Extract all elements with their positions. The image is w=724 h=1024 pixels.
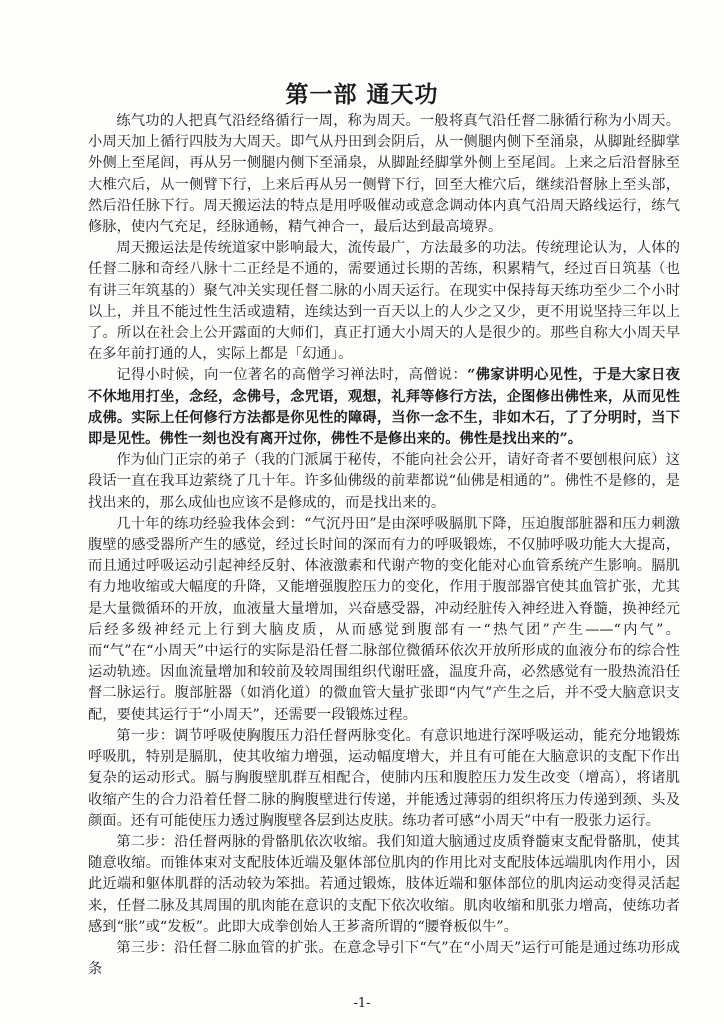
- page-title: 第一部 通天功: [285, 82, 439, 108]
- paragraph-4: 作为仙门正宗的弟子（我的门派属于秘传，不能向社会公开，请好奇者不要刨根问底）这段话一直在我耳边萦绕了几十年。许多仙佛级的前辈都说“仙佛是相通的”。佛性不是修的，是找出来的，那么成仙也应该不是修成的，而是找出来的。: [88, 452, 680, 511]
- paragraph-2: 周天搬运法是传统道家中影响最大，流传最广，方法最多的功法。传统理论认为，人体的任督二脉和奇经八脉十二正经是不通的，需要通过长期的苦练，积累精气，经过百日筑基（也有讲三年筑基的）聚气冲关实现任督二脉的小周天运行。在现实中保持每天练功至少二个小时以上，并且不能过性生活或遗精，连续达到一百天以上的人少之又少，更不用说坚持三年以上了。所以在社会上公开露面的大师们，真正打通大小周天的人是很少的。那些自称大小周天早在多年前打通的人，实际上都是「幻通」。: [88, 240, 680, 363]
- paragraph-5: 几十年的练功经验我体会到：“气沉丹田”是由深呼吸膈肌下降，压迫腹部脏器和压力刺激腹壁的感受器所产生的感觉，经过长时间的深而有力的呼吸锻炼，不仅肺呼吸功能大大提高，而且通过呼吸运动引起神经反射、体液激素和代谢产物的变化能对心血管系统产生影响。膈肌有力地收缩或大幅度的升降，又能增强腹腔压力的变化，作用于腹部器官使其血管扩张，尤其是大量微循环的开放，血液量大量增加，兴奋感受器，冲动经脏传入神经进入脊髓，换神经元后经多级神经元上行到大脑皮质，从而感觉到腹部有一“热气团”产生——“内气”。而“气”在“小周天”中运行的实际是沿任督二脉部位微循环依次开放所形成的血液分布的综合性运动轨迹。因血流量增加和较前及较周围组织代谢旺盛，温度升高，必然感觉有一股热流沿任督二脉运行。腹部脏器（如消化道）的微血管大量扩张即“内气”产生之后，并不受大脑意识支配，要使其运行于“小周天”，还需要一段锻炼过程。: [88, 515, 680, 723]
- paragraph-step-2: 第二步：沿任督两脉的骨骼肌依次收缩。我们知道大脑通过皮质脊髓束支配骨骼肌，使其随意收缩。而锥体束对支配肢体近端及躯体部位肌肉的作用比对支配肢体远端肌肉作用小，因此近端和躯体肌群的活动较为笨拙。若通过锻炼，肢体近端和躯体部位的肌肉运动变得灵活起来，任督二脉及其周围的肌肉能在意识的支配下依次收缩。肌肉收缩和肌张力增高，使练功者感到“胀”或“发板”。此即大成拳创始人王芗斋所谓的“腰脊板似牛”。: [88, 833, 680, 935]
- paragraph-1: 练气功的人把真气沿经络循行一周，称为周天。一般将真气沿任督二脉循行称为小周天。小周天加上循行四肢为大周天。即气从丹田到会阴后，从一侧腿内侧下至涌泉，从脚趾经脚掌外侧上至尾闾，再从另一侧腿内侧下至涌泉，从脚趾经脚掌外侧上至尾闾。上来之后沿督脉至大椎穴后，从一侧臂下行，上来后再从另一侧臂下行，回至大椎穴后，继续沿督脉上至头部，然后沿任脉下行。周天搬运法的特点是用呼吸催动或意念调动体内真气沿周天路线运行，练气修脉，使内气充足，经脉通畅，精气神合一，最后达到最高境界。: [88, 113, 680, 236]
- paragraph-3-lead: 记得小时候，向一位著名的高僧学习禅法时，高僧说：: [116, 367, 468, 384]
- paragraph-3: [88, 365, 680, 450]
- page-number: -1-: [353, 996, 371, 1011]
- paragraph-3-bold-quote: “佛家讲明心见性，于是大家日夜不休地用打坐，念经，念佛号，念咒语，观想，礼拜等修行方法，企图修出佛性来，从而见性成佛。实际上任何修行方法都是你见性的障碍，当你一念不生，非如木石，了了分明时，当下即是见性。佛性一刻也没有离开过你，佛性不是修出来的。佛性是找出来的”。: [88, 367, 680, 448]
- paragraph-step-1: 第一步：调节呼吸使胸腹压力沿任督两脉变化。有意识地进行深呼吸运动，能充分地锻炼呼吸肌，特别是膈肌，使其收缩力增强，运动幅度增大，并且有可能在大脑意识的支配下作出复杂的运动形式。膈与胸腹壁肌群互相配合，使肺内压和腹腔压力发生改变（增高），将诸肌收缩产生的合力沿着任督二脉的胸腹壁进行传递，并能透过薄弱的组织将压力传递到颈、头及颜面。还有可能使压力透过胸腹壁各层到达皮肤。练功者可感“小周天”中有一股张力运行。: [88, 727, 680, 829]
- document-body: [88, 111, 680, 980]
- paragraph-step-3: 第三步：沿任督二脉血管的扩张。在意念导引下“气”在“小周天”运行可能是通过练功形成条: [88, 939, 680, 978]
